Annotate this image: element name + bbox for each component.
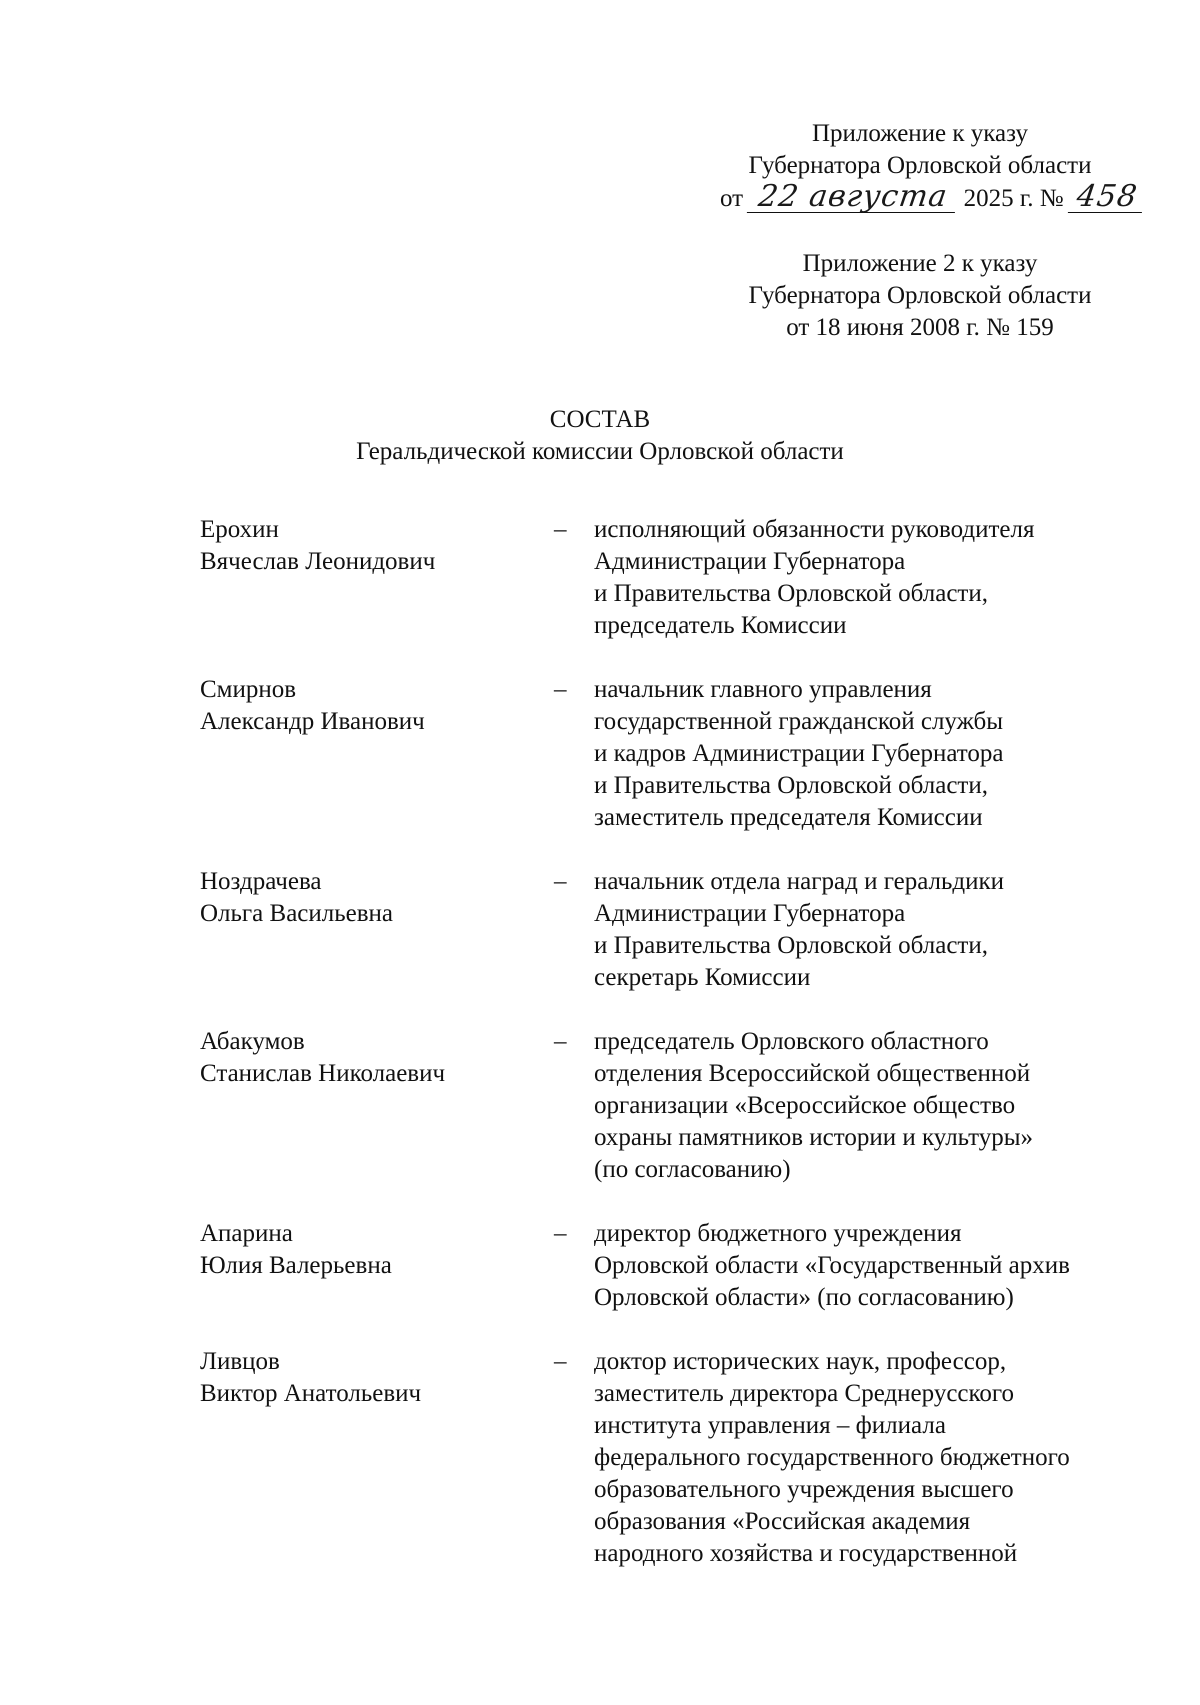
- member-role-line: и кадров Администрации Губернатора: [594, 740, 1004, 767]
- member-role-line: отделения Всероссийской общественной: [594, 1060, 1031, 1087]
- member-role-line: председатель Комиссии: [594, 612, 847, 639]
- member-role-line: секретарь Комиссии: [594, 964, 811, 991]
- member-name: [200, 1218, 550, 1314]
- member-role-line: Орловской области» (по согласованию): [594, 1284, 1014, 1311]
- member-role-line: председатель Орловского областного: [594, 1028, 989, 1055]
- member-role-line: Администрации Губернатора: [594, 548, 906, 575]
- member-role-line: образовательного учреждения высшего: [594, 1476, 1014, 1503]
- original-appendix-date: от 18 июня 2008 г. № 159: [786, 314, 1054, 341]
- member-role: [594, 514, 1160, 642]
- member-role-line: начальник отдела наград и геральдики: [594, 868, 1005, 895]
- member-role-line: и Правительства Орловской области,: [594, 932, 988, 959]
- member-role-line: директор бюджетного учреждения: [594, 1220, 962, 1247]
- member-role-line: народного хозяйства и государственной: [594, 1540, 1018, 1567]
- appendix-original-header: [720, 248, 1120, 344]
- member-role-line: заместитель директора Среднерусского: [594, 1380, 1015, 1407]
- member-surname: Апарина: [200, 1220, 293, 1247]
- title-heading: СОСТАВ: [549, 406, 651, 433]
- member-given-names: Ольга Васильевна: [200, 900, 394, 927]
- member-dash: –: [554, 676, 567, 703]
- appendix-authority: Губернатора Орловской области: [748, 152, 1092, 179]
- member-name: [200, 674, 550, 834]
- member-role-line: федерального государственного бюджетного: [594, 1444, 1070, 1471]
- year-and-number-label: 2025 г. №: [963, 185, 1064, 212]
- member-surname: Ноздрачева: [200, 868, 322, 895]
- member-surname: Абакумов: [200, 1028, 305, 1055]
- appendix-date-line: [720, 179, 1140, 215]
- member-role-line: исполняющий обязанности руководителя: [594, 516, 1035, 543]
- member-dash: –: [554, 1348, 567, 1375]
- original-appendix-title: Приложение 2 к указу: [802, 250, 1038, 277]
- member-name: [200, 514, 550, 642]
- member-surname: Ливцов: [200, 1348, 280, 1375]
- member-role-line: начальник главного управления: [594, 676, 932, 703]
- member-role: [594, 866, 1160, 994]
- member-dash: –: [554, 1028, 567, 1055]
- member-given-names: Виктор Анатольевич: [200, 1380, 422, 1407]
- member-name: [200, 866, 550, 994]
- member-given-names: Юлия Валерьевна: [200, 1252, 392, 1279]
- member-role-line: доктор исторических наук, профессор,: [594, 1348, 1007, 1375]
- member-dash: –: [554, 868, 567, 895]
- member-role-line: заместитель председателя Комиссии: [594, 804, 983, 831]
- member-row: [200, 674, 1160, 834]
- member-role-line: Орловской области «Государственный архив: [594, 1252, 1070, 1279]
- handwritten-number: 458: [1068, 182, 1146, 213]
- member-surname: Смирнов: [200, 676, 297, 703]
- member-given-names: Вячеслав Леонидович: [200, 548, 436, 575]
- member-given-names: Александр Иванович: [200, 708, 425, 735]
- member-name: [200, 1026, 550, 1186]
- member-role-line: и Правительства Орловской области,: [594, 772, 988, 799]
- document-title: [0, 404, 1200, 468]
- member-surname: Ерохин: [200, 516, 279, 543]
- handwritten-date: 22 августа: [747, 182, 959, 213]
- member-given-names: Станислав Николаевич: [200, 1060, 446, 1087]
- original-appendix-authority: Губернатора Орловской области: [748, 282, 1092, 309]
- members-list: [200, 514, 1160, 1602]
- date-prefix: от: [720, 185, 744, 212]
- member-role-line: (по согласованию): [594, 1156, 791, 1183]
- appendix-title: Приложение к указу: [811, 120, 1029, 147]
- member-role-line: образования «Российская академия: [594, 1508, 971, 1535]
- member-name: [200, 1346, 550, 1570]
- member-role: [594, 674, 1160, 834]
- member-role-line: и Правительства Орловской области,: [594, 580, 988, 607]
- title-subheading: Геральдической комиссии Орловской области: [356, 438, 844, 465]
- member-row: [200, 1026, 1160, 1186]
- member-row: [200, 1346, 1160, 1570]
- member-role-line: государственной гражданской службы: [594, 708, 1004, 735]
- member-role-line: охраны памятников истории и культуры»: [594, 1124, 1034, 1151]
- member-role: [594, 1026, 1160, 1186]
- member-dash: –: [554, 516, 567, 543]
- member-dash: –: [554, 1220, 567, 1247]
- member-row: [200, 866, 1160, 994]
- member-row: [200, 514, 1160, 642]
- member-row: [200, 1218, 1160, 1314]
- member-role: [594, 1346, 1160, 1570]
- member-role: [594, 1218, 1160, 1314]
- member-role-line: института управления – филиала: [594, 1412, 946, 1439]
- appendix-current-header: [720, 118, 1140, 215]
- member-role-line: организации «Всероссийское общество: [594, 1092, 1016, 1119]
- member-role-line: Администрации Губернатора: [594, 900, 906, 927]
